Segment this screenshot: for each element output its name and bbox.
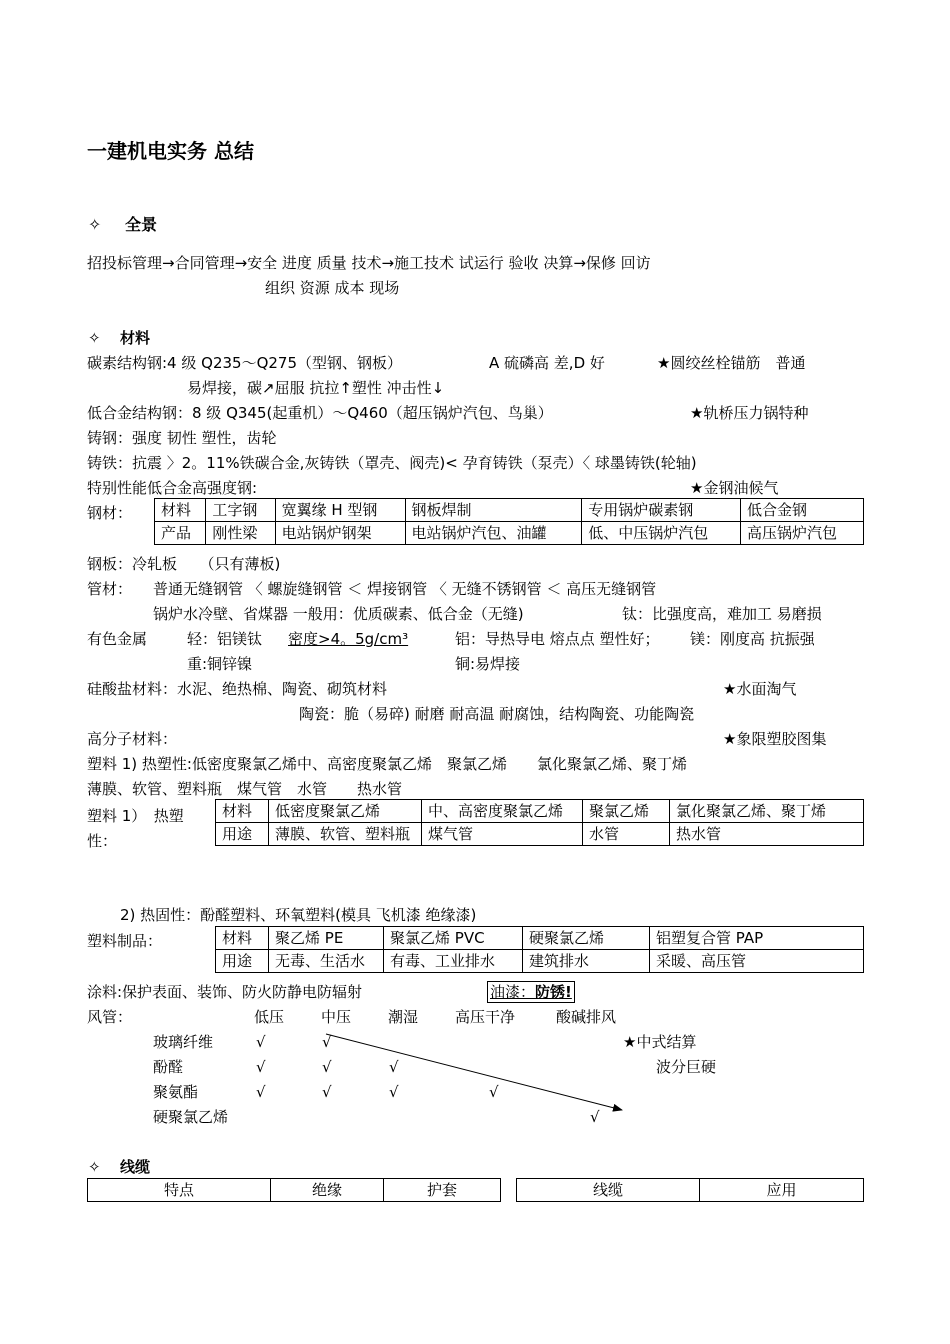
carbon-steel-mnemonic: ★圆绞丝栓锚筋 普通 [657,354,806,372]
carbon-steel-grade: A 硫磷高 差,D 好 [489,354,605,372]
table-cell: 采暖、高压管 [650,950,864,973]
plastic-products-label: 塑料制品： [87,932,163,950]
pipe-order: 普通无缝钢管 〈 螺旋缝钢管 ＜ 焊接钢管 〈 无缝不锈钢管 ＜ 高压无缝钢管 [153,580,657,598]
table-cell: 建筑排水 [523,950,650,973]
carbon-steel-note: 易焊接，碳↗屈服 抗拉↑塑性 冲击性↓ [187,379,445,397]
table-header: 护套 [384,1179,501,1202]
table-cell: 铝塑复合管 PAP [650,927,864,950]
table-cell: 用途 [216,950,269,973]
table-header: 应用 [700,1179,864,1202]
table-cell: 水管 [583,823,670,846]
check-mark: √ [256,1058,266,1076]
table-row [88,1179,501,1202]
section-heading-cables: 线缆 [120,1158,151,1176]
table-cell: 低、中压锅炉汽包 [582,522,741,545]
check-mark: √ [322,1083,332,1101]
table-cell: 中、高密度聚氯乙烯 [422,800,583,823]
duct-row-rigid-pvc: 硬聚氯乙烯 [153,1108,229,1126]
special-steel: 特别性能低合金高强度钢: [87,479,258,497]
page-title: 一建机电实务 总结 [87,139,254,163]
check-mark: √ [590,1108,600,1126]
table-cell: 材料 [216,800,269,823]
polymer-mnemonic: ★象限塑胶图集 [723,730,827,748]
duct-row-fiberglass: 玻璃纤维 [153,1033,214,1051]
thermoplastic-label-text: 塑料 1） 热塑性： [87,807,184,850]
check-mark: √ [322,1033,332,1051]
section-heading-materials: 材料 [120,329,151,347]
table-cell: 专用锅炉碳素钢 [582,499,741,522]
carbon-steel: 碳素结构钢:4 级 Q235～Q275（型钢、钢板） [87,354,403,372]
overview-line-1: 招投标管理→合同管理→安全 进度 质量 技术→施工技术 试运行 验收 决算→保修 回访 [87,254,651,272]
duct-row-phenolic: 酚醛 [153,1058,184,1076]
duct-label: 风管： [87,1008,133,1026]
section-bullet-icon: ✧ [88,329,101,347]
table-cell: 氯化聚氯乙烯、聚丁烯 [670,800,864,823]
table-cell: 聚氯乙烯 [583,800,670,823]
duct-col-acid: 酸碱排风 [556,1008,617,1026]
overview-line-2: 组织 资源 成本 现场 [265,279,400,297]
low-alloy-mnemonic: ★轨桥压力锅特种 [690,404,809,422]
table-cell: 产品 [155,522,206,545]
steel-label: 钢材： [87,504,133,522]
silicate-materials: 硅酸盐材料：水泥、绝热棉、陶瓷、砌筑材料 [87,680,388,698]
nonferrous-label: 有色金属 [87,630,148,648]
section-bullet-icon: ✧ [88,1158,101,1176]
duct-row-polyurethane: 聚氨酯 [153,1083,199,1101]
special-steel-mnemonic: ★金钢油候气 [690,479,779,497]
check-mark: √ [256,1083,266,1101]
table-cell: 材料 [216,927,269,950]
magnesium-note: 镁：刚度高 抗振强 [690,630,815,648]
table-cell: 电站锅炉钢架 [275,522,405,545]
table-cell: 高压锅炉汽包 [740,522,863,545]
table-cell: 硬聚氯乙烯 [523,927,650,950]
copper-note: 铜:易焊接 [455,655,521,673]
anti-rust-note: 防锈! [535,983,572,1001]
table-cell: 工字钢 [206,499,275,522]
table-cell: 刚性梁 [206,522,275,545]
thermoplastic-uses: 薄膜、软管、塑料瓶 煤气管 水管 热水管 [87,780,403,798]
table-cell: 煤气管 [422,823,583,846]
silicate-mnemonic: ★水面淘气 [723,680,797,698]
table-cell: 宽翼缘 H 型钢 [275,499,405,522]
thermoset-line: 2) 热固性：酚醛塑料、环氧塑料(模具 飞机漆 绝缘漆) [120,906,477,924]
coating-line: 涂料:保护表面、装饰、防火防静电防辐射 [87,983,363,1001]
table-row [517,1179,864,1202]
thermoplastic-line: 塑料 1) 热塑性:低密度聚氯乙烯中、高密度聚氯乙烯 聚氯乙烯 氯化聚氯乙烯、聚丁烯 [87,755,687,773]
aluminium-note: 铝：导热导电 熔点点 塑性好； [455,630,660,648]
light-metals: 轻：铝镁钛 [187,630,263,648]
check-mark: √ [489,1083,499,1101]
density-note: 密度>4。5g/cm³ [288,630,409,648]
table-cell: 用途 [216,823,269,846]
section-heading-overview: 全景 [125,215,158,234]
low-alloy-steel: 低合金结构钢：8 级 Q345(起重机）～Q460（超压锅炉汽包、鸟巢） [87,404,553,422]
table-cell: 薄膜、软管、塑料瓶 [269,823,422,846]
duct-mnemonic-a: ★中式结算 [623,1033,697,1051]
pipe-label: 管材： [87,580,133,598]
section-bullet-icon: ✧ [88,215,102,234]
titanium-note: 钛：比强度高，难加工 易磨损 [622,605,822,623]
table-cell: 低合金钢 [740,499,863,522]
cable-table-right [516,1178,864,1202]
check-mark: √ [389,1058,399,1076]
check-mark: √ [322,1058,332,1076]
table-cell: 钢板焊制 [405,499,582,522]
table-cell: 热水管 [670,823,864,846]
duct-mnemonic-b: 波分巨硬 [656,1058,717,1076]
cast-iron: 铸铁：抗震 〉2。11%铁碳合金,灰铸铁（罩壳、阀壳)< 孕育铸铁（泵壳）〈 球墨铸铁(轮轴) [87,454,697,472]
table-header: 特点 [88,1179,271,1202]
table-cell: 低密度聚氯乙烯 [269,800,422,823]
table-cell: 电站锅炉汽包、油罐 [405,522,582,545]
table-cell: 无毒、生活水 [269,950,384,973]
polymer-materials: 高分子材料： [87,730,178,748]
duct-col-low: 低压 [254,1008,285,1026]
ceramics-note: 陶瓷：脆（易碎) 耐磨 耐高温 耐腐蚀，结构陶瓷、功能陶瓷 [299,705,695,723]
table-header: 线缆 [517,1179,700,1202]
table-header: 绝缘 [271,1179,384,1202]
cable-table-left [87,1178,501,1202]
cast-steel: 铸钢：强度 韧性 塑性，齿轮 [87,429,277,447]
table-cell: 聚乙烯 PE [269,927,384,950]
steel-plate: 钢板：冷轧板 （只有薄板) [87,555,281,573]
table-cell: 有毒、工业排水 [384,950,523,973]
check-mark: √ [256,1033,266,1051]
paint-label: 油漆： [490,983,536,1001]
duct-col-high-clean: 高压干净 [455,1008,516,1026]
heavy-metals: 重:铜锌镍 [187,655,253,673]
check-mark: √ [389,1083,399,1101]
table-cell: 材料 [155,499,206,522]
pipe-boiler: 锅炉水冷壁、省煤器 一般用：优质碳素、低合金（无缝) [153,605,524,623]
duct-col-mid: 中压 [321,1008,352,1026]
table-cell: 聚氯乙烯 PVC [384,927,523,950]
duct-col-humid: 潮湿 [388,1008,419,1026]
